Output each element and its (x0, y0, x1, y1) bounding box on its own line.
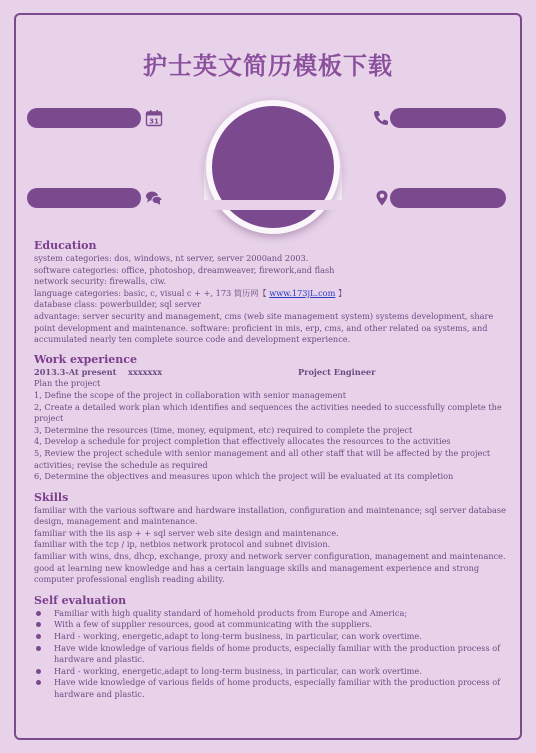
self-evaluation-heading: Self evaluation (34, 593, 127, 607)
phone-icon (372, 109, 390, 127)
education-line: network security: firewalls, ciw. (34, 276, 167, 287)
skills-line: familiar with the tcp / ip, netbios network protocol and subnet division. (34, 539, 331, 550)
skills-line: familiar with wins, dns, dhcp, exchange, proxy and network server configuration, management and maintenance. good at learning new knowledge and has a certain language skills and management experience and strong computer professional english reading ability. (34, 551, 506, 585)
header-divider (160, 200, 378, 210)
skills-line: familiar with the iis asp + + sql server web site design and maintenance. (34, 527, 339, 538)
work-line: Plan the project (34, 378, 101, 389)
page-title: 护士英文简历模板下载 (143, 52, 393, 80)
education-heading: Education (34, 239, 97, 252)
info-field-phone (390, 108, 506, 128)
education-line: software categories: office, photoshop, dreamweaver, firework,and flash (34, 264, 335, 275)
work-entry-header (34, 367, 510, 379)
language-text: language categories: basic, c, visual c + +, 173 简历网【 (34, 287, 270, 298)
info-field-chat (27, 188, 141, 208)
skills-heading: Skills (34, 490, 69, 504)
list-item: Have wide knowledge of various fields of home products, especially familiar with the production process of hardware and plastic. (34, 677, 510, 700)
work-line: 2, Create a detailed work plan which identifies and sequences the activities needed to successfully complete the project (34, 401, 502, 424)
work-line: 6, Determine the objectives and measures upon which the project will be evaluated at its completion (34, 471, 454, 482)
self-evaluation-list (34, 608, 510, 701)
language-text-end: 】 (335, 287, 347, 298)
info-field-date (27, 108, 141, 128)
list-item: Hard - working, energetic,adapt to long-term business, in particular, can work overtime. (34, 631, 510, 643)
list-item: Have wide knowledge of various fields of home products, especially familiar with the production process of hardware and plastic. (34, 643, 510, 666)
work-line: 1, Define the scope of the project in collaboration with senior management (34, 389, 346, 400)
work-line: 3, Determine the resources (time, money, equipment, etc) required to complete the project (34, 424, 413, 435)
education-line: database class: powerbuilder, sql server (34, 299, 201, 310)
education-line: system categories: dos, windows, nt server, server 2000and 2003. (34, 253, 309, 263)
work-date: 2013.3-At present (34, 366, 117, 377)
work-company: xxxxxxx (128, 366, 163, 377)
work-heading: Work experience (34, 352, 137, 366)
info-field-location (390, 188, 506, 208)
education-line-language (34, 288, 510, 300)
list-item: Hard - working, energetic,adapt to long-term business, in particular, can work overtime. (34, 666, 510, 678)
resume-content (34, 239, 510, 701)
website-link[interactable]: www.173jL.com (269, 287, 336, 298)
work-line: 4, Develop a schedule for project completion that effectively allocates the resources to the activities (34, 436, 451, 447)
list-item: Familiar with high quality standard of homehold products from Europe and America; (34, 608, 510, 620)
svg-text:31: 31 (149, 117, 159, 126)
calendar-icon (145, 109, 163, 127)
work-line: 5, Review the project schedule with senior management and all other staff that will be affected by the project activities; revise the schedule as required (34, 447, 491, 470)
list-item: With a few of supplier resources, good at communicating with the suppliers. (34, 619, 510, 631)
skills-line: familiar with the various software and hardware installation, configuration and maintenance; sql server database design, management and maintenance. (34, 504, 506, 527)
work-role: Project Engineer (298, 366, 376, 377)
education-line: advantage: server security and management, cms (web site management system) systems development, share point development and maintenance. software: proficient in mis, erp, cms, and other related oa systems, and accumulated nearly ten complete source code and development experience. (34, 310, 494, 345)
